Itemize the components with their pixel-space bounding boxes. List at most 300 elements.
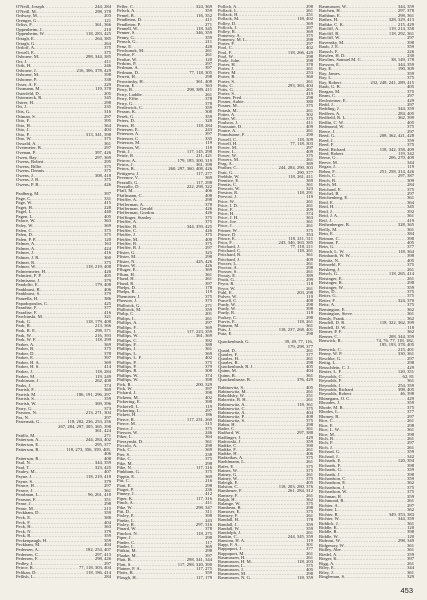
entry-pages: 375 [407,290,414,294]
entry-pages: 267, 284, 297, 305, 365, 398 [58,424,111,429]
entry-name: Quarles, R. [218,361,239,366]
entry-name: Paley, W. [16,224,34,228]
entry-name: Pollich, A. [218,5,238,9]
entry-name: Pflum, H. [117,272,135,277]
entry-pages: 297 [407,192,414,197]
entry-name: Reisch, G. [319,272,339,277]
entry-name: Pickering, L. [117,408,141,413]
entry-pages: 243 [205,518,212,523]
entry-name: Payne, J. [16,474,33,479]
entry-name: Porter, S. [218,91,236,96]
entry-name: Power, L. [218,149,236,154]
entry-name: Rendell, D. W. [319,325,347,330]
entry-pages: 210 [104,27,111,32]
entry-pages: 405 [407,85,414,90]
entry-pages: 363 [205,84,212,89]
entry-name: Palmer, J. R. [16,255,40,260]
entry-pages: 404 [104,520,111,525]
entry-pages: 375 [104,46,111,51]
entry-name: Palmer, R. [16,260,36,265]
entry-name: Otto, P. [16,132,30,137]
entry-name: Pfeiffer, A. [117,198,138,203]
entry-name: Ortagh, E. [16,36,36,41]
entry-pages: 261 [407,267,414,272]
entry-name: Phillips, C. [117,338,138,343]
entry-name: Parchinski, M. [16,315,43,320]
entry-pages: 297, 369 [94,155,111,160]
entry-name: Putz, E. [218,332,233,337]
entry-pages: 359 [407,401,414,406]
entry-name: Patillo, M. [16,433,36,438]
entry-pages: 209 [306,207,313,212]
entry-pages: 361 [104,488,111,493]
entry-pages: 375 [205,360,212,365]
entry-name: Pickerell, L. [117,404,140,409]
entry-pages: 397 [205,386,212,391]
entry-name: Perrett, H. [117,75,137,80]
entry-pages: 384 [407,232,414,237]
entry-pages: 261 [306,555,313,560]
entry-pages: 375 [104,137,111,142]
entry-pages: 375 [104,164,111,169]
entry-name: Parrish, M. [16,392,37,397]
entry-pages: 284 [407,183,414,188]
entry-pages: 251 [306,394,313,399]
entry-name: Palmer, A. [16,242,36,247]
entry-name: Page, C. [16,196,32,201]
entry-pages: 77, 118, 211 [290,245,313,250]
entry-pages: 298 [306,96,313,101]
entry-pages: 261 [306,551,313,556]
entry-name: Rathes, H. [319,18,339,23]
entry-pages: 261 [306,108,313,113]
entry-pages: 375 [306,228,313,233]
entry-pages: 297 [104,484,111,489]
entry-pages: 375 [104,260,111,265]
entry-pages: 425, 426 [195,259,212,264]
entry-name: Riley, E. [319,566,335,571]
entry-name: Owens, J. [16,173,34,178]
entry-pages: 203, 298 [296,290,313,295]
entry-name: Rabinowitz, C. [218,406,246,411]
entry-name: Pomeroy, M. L. [218,38,247,43]
entry-pages: 298 [205,549,212,554]
entry-name: Porter, R. [218,75,236,80]
entry-pages: 118, 266, 429 [287,50,313,55]
entry-name: Peck, F. [16,520,31,525]
entry-pages: 369 [306,162,313,167]
entry-name: Rideout, W. [319,539,341,544]
entry-pages: 369 [205,545,212,550]
entry-pages: 398 [205,400,212,405]
entry-pages: 398 [407,432,414,437]
entry-pages: 179, 408 [94,283,111,288]
entry-name: Primer, W. [218,228,238,233]
entry-name: Ridgeway, W. [319,543,345,548]
entry-name: Ratchen, H. [319,9,341,14]
entry-pages: 411 [205,501,212,506]
entry-name: Rainey, G. [218,472,238,477]
entry-name: Petrie, R. [117,154,135,159]
entry-pages: 77, 118, 303, 404 [79,566,111,571]
entry-name: Pfeiffer, R. J. [117,246,142,251]
entry-pages: 46, 398 [400,392,414,397]
entry-pages: 375 [205,426,212,431]
entry-name: Pier, S. [117,452,131,457]
entry-name: Peterson, C. [117,136,140,141]
entry-pages: 261 [306,79,313,84]
entry-pages: 77, 118, 303 [290,141,313,146]
entry-pages: 120 [407,534,414,539]
entry-pages: 215, 429 [397,22,414,27]
entry-name: Patterson, R. [16,447,40,452]
entry-pages: 397 [407,557,414,562]
entry-name: Rambeuer, F. [218,489,243,494]
entry-name: Puhl, E. [218,290,233,295]
entry-name: Peterson, A. [117,132,140,137]
entry-name: Poundstone, F. [218,133,246,138]
entry-name: Phelps, D. [117,286,137,290]
entry-name: Renwick, R. [319,338,342,343]
entry-pages: 411 [306,120,313,125]
entry-name: Piccolo, A. [117,444,138,449]
entry-pages: 261 [407,276,414,281]
entry-pages: 405 [306,481,313,486]
entry-pages: 378 [205,101,212,106]
entry-name: Rabovitz, B. H. [218,398,247,403]
entry-name: Pfund, H. [117,277,135,282]
entry-name: Ralph, H. [218,497,236,502]
entry-pages: 118, 291 [297,191,313,196]
entry-pages: 392 [407,209,414,214]
entry-name: Prouty, E. [218,274,237,279]
entry-pages: 261 [205,48,212,53]
entry-name: Pindar, L. [117,518,136,523]
entry-name: Power, M. [218,145,238,150]
entry-name: Phillips, J. [117,329,137,334]
entry-pages: 426 [104,182,111,187]
index-page [16,5,414,580]
entry-name: Rafer, E. [218,464,235,469]
entry-pages: 298 [306,5,313,9]
index-column [117,5,212,580]
entry-name: Ramsey, F. [218,493,239,498]
entry-name: Pritchard, R. [218,253,242,258]
entry-pages: 359 [205,307,212,312]
entry-pages: 414 [104,365,111,370]
entry-pages: 297 [205,246,212,251]
entry-name: Pollock, J. [218,25,238,30]
entry-name: Powell, H. [218,141,238,146]
entry-name: Pick, C. [117,448,132,453]
entry-pages: 116, 352 [196,13,212,18]
entry-pages: 298 [407,423,414,428]
entry-name: Pendleton, P. [117,22,141,27]
entry-pages: 120 [407,526,414,531]
entry-pages: 342 [407,454,414,459]
entry-pages: 297, 388 [296,431,313,436]
entry-pages: 364 [205,435,212,440]
entry-name: Otto, F. [16,119,30,124]
entry-pages: 361 [407,214,414,219]
entry-name: Prentis, C. [218,183,238,188]
entry-name: Pennell, W. [117,26,139,31]
entry-name: Reuschlein, C. J. [319,365,351,370]
entry-pages: 359 [306,439,313,444]
entry-pages: 117, 298, 320, 390 [177,562,212,567]
entry-pages: 297 [104,415,111,420]
entry-name: Redmond, W. [319,125,345,130]
entry-name: Park, R. E. [16,328,37,333]
entry-pages: 369 [306,21,313,26]
entry-name: Redfield, R. L. [319,116,347,121]
entry-name: Panzella, H. [16,297,39,301]
entry-pages: 361 [205,439,212,444]
entry-name: Pfeiffer, C. [117,228,138,233]
entry-pages: 335 [205,136,212,141]
entry-name: Pinder, L. [117,545,136,550]
entry-name: Parker, J. [16,370,34,374]
entry-name: Proctor, A. [218,265,238,270]
entry-name: Parker, H. S. [16,365,40,370]
entry-name: Papadopoulos, C. [16,301,49,306]
entry-pages: 408 [104,456,111,461]
entry-pages: 163 [104,242,111,247]
entry-pages: 397 [205,132,212,137]
entry-pages: 298, 344, 385 [85,55,111,60]
entry-name: Perry, Laddie [117,92,142,97]
entry-name: Pfeiffer, R. [117,242,138,247]
entry-pages: 379 [104,529,111,534]
entry-pages: 244, 284, 290, 303 [278,166,313,171]
entry-name: Reinoehl, F. [319,263,342,268]
entry-pages: 297, 387 [397,174,414,179]
entry-pages: 364 [104,123,111,128]
entry-name: Pearce, H. [16,484,36,489]
entry-pages: 375 [306,501,313,506]
entry-name: Perron, E. [117,84,136,89]
entry-name: Reich, B. [319,178,337,183]
entry-pages: 261 [306,9,313,14]
entry-name: Richmond, R. [319,499,345,504]
entry-pages: 295 [104,160,111,165]
entry-pages: 378 [205,97,212,102]
entry-pages: 398 [407,472,414,477]
entry-name: Remington, E. [319,307,346,312]
entry-name: Pruitt, G. [218,278,235,283]
entry-pages: 298 [205,255,212,260]
entry-pages: 425 [104,301,111,306]
entry-pages: 271 [205,22,212,27]
entry-name: Osterfeld, D. [16,91,40,96]
entry-name: Parks, J. [16,383,32,388]
entry-pages: 205 [104,91,111,96]
entry-name: Rhoades, J. [319,401,341,406]
entry-name: Reynolds, C. [319,374,343,379]
entry-name: Petros, J. [117,163,134,168]
entry-name: Pfeffinger, Stanley [117,215,152,220]
entry-name: Owens, P. R. [16,182,40,187]
entry-name: Platt, S. [117,562,132,567]
entry-name: Otto, H. [16,123,31,128]
entry-pages: 409 [306,149,313,154]
entry-pages: 261 [306,356,313,361]
entry-name: Pick, R. [117,382,132,387]
entry-pages: 359 [104,534,111,539]
entry-name: Perry, R. [117,88,134,93]
entry-pages: 298 [306,315,313,320]
entry-pages: 363 [104,525,111,530]
entry-pages: 375 [104,228,111,233]
entry-name: Pelsch, A. [117,9,136,14]
entry-pages: 426 [104,269,111,274]
entry-name: Reilly, M. [319,227,338,232]
entry-name: Ray, Robert [319,80,341,85]
entry-name: Pickard, J. [117,391,137,396]
entry-pages: 261 [306,286,313,291]
entry-name: Rich, B. [319,436,335,441]
entry-pages: 118, 186, 414 [85,570,111,575]
entry-name: Rhoney, R. [319,414,340,419]
entry-pages: 375 [306,154,313,159]
entry-pages: 369 [205,448,212,453]
entry-name: Pelikan, D. [16,570,37,575]
entry-pages: 397 [205,553,212,558]
entry-name: Rabinowitz, P. [218,414,245,419]
entry-pages: 395 [104,119,111,124]
entry-name: Reitz, A. [319,303,336,308]
entry-name: Pinch, A. [117,501,134,506]
entry-name: Pedersen, C. [16,552,40,557]
entry-pages: 362, 399 [397,116,414,121]
entry-name: Rechsteiner, E. [319,98,347,103]
entry-pages: 375 [407,294,414,299]
entry-pages: 297 [306,25,313,30]
entry-pages: 118, 203, 280, 376 [278,485,313,490]
entry-pages: 297 [407,36,414,41]
entry-name: Page, W. [16,201,33,206]
entry-pages: 344 [407,566,414,571]
entry-name: Prevost, J. [218,195,238,200]
entry-pages: 119, 249 [95,374,111,379]
entry-pages: 244, 284 [94,5,111,9]
entry-pages: 375 [205,215,212,220]
entry-pages: 118, 211, 311 [288,236,313,241]
entry-name: Pinchot, N. [117,531,138,536]
entry-name: Perlman, D. [117,70,140,75]
entry-pages: 344, 359, 425 [186,224,212,229]
entry-name: Reynolds, J. [319,383,342,388]
entry-pages: 261 [407,561,414,566]
entry-pages: 261 [306,460,313,465]
entry-pages: 120 [205,57,212,62]
entry-pages: 213, 366 [94,324,111,329]
entry-name: Rabinowitz, M. [218,390,247,395]
entry-name: Purkey, C. [218,315,238,320]
entry-pages: 398 [407,463,414,468]
entry-pages: 297 [104,561,111,566]
entry-pages: 379 [104,479,111,484]
entry-name: Pfefferman, Gerald [117,206,153,211]
entry-pages: 117, 277 [196,171,212,176]
entry-pages: 338 [104,78,111,82]
entry-name: Price, Joe [218,220,236,225]
entry-pages: 375 [407,490,414,495]
entry-name: Parrish, W. [16,401,37,406]
entry-pages: 392 [205,338,212,343]
entry-pages: 362 [407,316,414,321]
entry-name: Pike, N. [117,466,132,471]
entry-name: Potter, A. [218,112,236,117]
entry-pages: 118, 361 [297,402,313,407]
entry-pages: 369 [205,268,212,273]
entry-name: Pfister, G. [117,250,136,255]
entry-name: Pease, M. [16,506,34,511]
entry-name: Pool, W. [218,54,234,59]
entry-name: Pickens, M. [117,395,139,400]
entry-pages: 361 [306,220,313,225]
entry-name: Procter, L. [218,261,238,266]
entry-name: Pike, C. [117,457,132,462]
entry-pages: 251, 258, 314, 426 [379,169,414,174]
entry-pages: 377 [407,245,414,250]
entry-pages: 375 [407,485,414,490]
entry-name: Richter, A. [319,503,339,508]
entry-name: Pippin, E. [117,474,136,479]
entry-name: Posner, Aubie [218,100,244,105]
entry-name: Pritchard, C. [218,249,242,254]
entry-pages: 369 [104,388,111,393]
entry-pages: 375 [407,187,414,192]
entry-pages: 118, 219, 418 [85,474,111,479]
entry-name: Pickett, H. [117,413,137,418]
entry-pages: 298 [407,281,414,286]
entry-pages: 377 [104,306,111,311]
entry-pages: 375 [407,303,414,308]
entry-name: Otto, J. [16,128,30,133]
entry-pages: 428 [205,44,212,49]
entry-name: Rawson, E. [319,62,341,67]
entry-pages: 118 [306,311,313,316]
entry-name: Philbrick, G. [117,303,141,308]
entry-name: Riddle, W. [319,534,339,539]
entry-name: Pierce, R. [117,417,135,422]
entry-name: Perry, Effie [117,97,139,102]
entry-name: Potter, W. [218,116,237,121]
entry-pages: 361, 408 [195,79,212,84]
entry-pages: 375 [306,464,313,469]
entry-name: Pritchard, J. [218,245,241,250]
entry-pages: 361 [104,141,111,146]
entry-pages: 359 [407,450,414,455]
entry-name: Parker, H. A. [16,360,40,365]
entry-pages: 299 [306,278,313,283]
entry-pages: 298 [407,361,414,366]
entry-pages: 297 [205,321,212,326]
entry-pages: 359 [306,526,313,531]
entry-name: Orwell, E. [16,50,36,55]
entry-name: Peterson, W. [117,145,141,150]
index-entry [117,576,212,580]
entry-pages: 426 [205,211,212,216]
entry-pages: 297 [104,114,111,119]
entry-pages: 359 [306,522,313,527]
entry-pages: 416 [104,251,111,256]
entry-name: Reisinger, W. [319,285,344,290]
entry-pages: 298 [205,536,212,541]
entry-pages: 379 [205,365,212,370]
entry-name: Pfister, M. [117,255,137,260]
